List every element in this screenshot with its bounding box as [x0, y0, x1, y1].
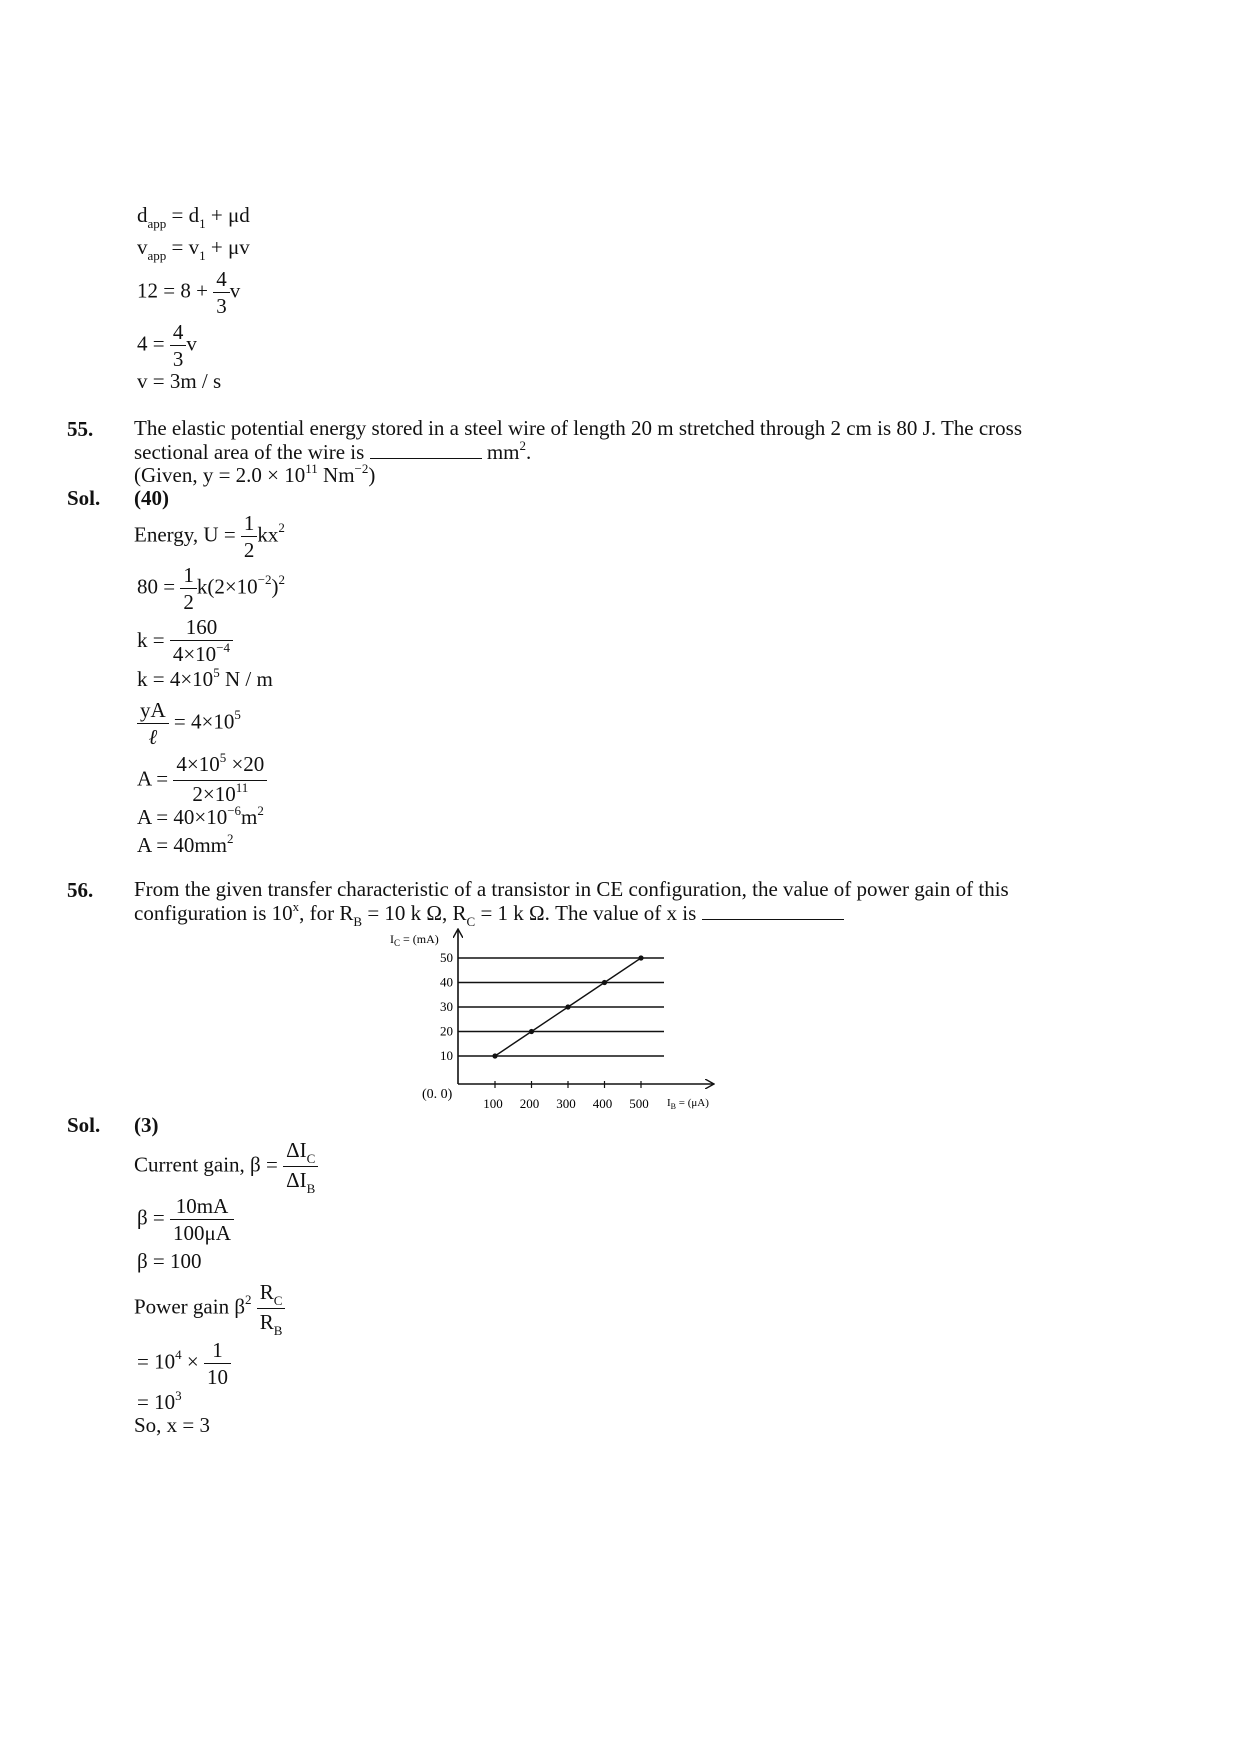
equation-d-app: $d_{app} = d_1 + \mu d$	[137, 203, 250, 231]
equation-4: 4 = $\frac{4}{3}$ v	[137, 320, 197, 371]
x-tick-label: 100	[483, 1096, 503, 1111]
answer-55: (40)	[134, 486, 169, 510]
data-point	[602, 980, 607, 985]
equation-energy: Energy, U = $\frac{1}{2}$ $kx^2$	[134, 511, 285, 562]
equation-80: 80 = $\frac{1}{2}$ $k(2\times 10^{-2})^2$	[137, 563, 286, 614]
x-axis-label: $I_B = (\mu A)$	[667, 1097, 709, 1111]
solution-label-56: Sol.	[67, 1113, 101, 1137]
equation-a-fraction: A = $\frac{4\times 10^5 \times 20}{2\times 10^{11}}$	[137, 751, 267, 810]
data-point	[565, 1004, 570, 1009]
y-tick-label: 20	[440, 1023, 453, 1039]
x-tick-label: 200	[519, 1096, 540, 1111]
equation-12: 12 = 8 + $\frac{4}{3}$ v	[137, 267, 241, 318]
equation-k-fraction: k = $\frac{160}{4\times 10^{-4}}$	[137, 614, 233, 670]
equation-k-value: $k = 4\times 10^5$ N / m	[137, 665, 273, 691]
solution-label-55: Sol.	[67, 486, 101, 510]
equation-current-gain: Current gain, β = $\frac{\Delta I_C}{\Delta I_B}$	[134, 1137, 318, 1196]
equation-beta-fraction: β = $\frac{10mA}{100\mu A}$	[137, 1193, 234, 1246]
equation-a-m2: $A = 40\times 10^{-6}m^2$	[137, 803, 264, 829]
transfer-characteristic-chart	[380, 920, 740, 1120]
answer-blank	[702, 901, 844, 920]
y-axis-label: $I_C = (mA)$	[390, 932, 439, 948]
question-55-line2: sectional area of the wire is $mm^2$.	[134, 438, 532, 464]
y-tick-label: 40	[440, 974, 453, 990]
equation-a-mm2: $A = 40mm^2$	[137, 831, 234, 857]
question-56-line1: From the given transfer characteristic of a transistor in CE configuration, the value of power gain of this	[134, 877, 1009, 901]
x-tick-label: 300	[556, 1096, 576, 1111]
origin-label: (0. 0)	[422, 1087, 453, 1102]
data-point	[529, 1029, 534, 1034]
data-point	[638, 955, 643, 960]
equation-10-power-3: = $10^3$	[137, 1388, 182, 1414]
answer-blank	[370, 440, 482, 459]
equation-beta-value: β = 100	[137, 1249, 202, 1273]
y-tick-label: 10	[440, 1048, 453, 1063]
question-55-given: (Given, $y = 2.0 \times 10^{11}$ $Nm^{-2}$)	[134, 461, 376, 487]
y-tick-label: 30	[440, 999, 453, 1014]
x-tick-label: 500	[629, 1096, 649, 1111]
answer-56: (3)	[134, 1113, 159, 1137]
x-tick-label: 400	[592, 1096, 613, 1111]
y-tick-label: 50	[440, 950, 453, 965]
equation-power-gain: Power gain $\beta^2$ $\frac{R_C}{R_B}$	[134, 1279, 285, 1338]
equation-ya-over-l: $\frac{yA}{\text{ℓ}}$ = $4\times 10^5$	[137, 697, 241, 750]
question-55-line1: The elastic potential energy stored in a steel wire of length 20 m stretched through 2 cm is 80 J. The cross	[134, 416, 1022, 440]
equation-10-power-4: = $10^4$ × $\frac{1}{10}$	[137, 1337, 231, 1390]
equation-v-result: v = 3m / s	[137, 369, 222, 393]
question-56-line2: configuration is 10$^x$, for $R_B = 10$ k Ω, $R_C = 1$ k Ω. The value of x is	[134, 901, 844, 928]
equation-x-result: So, x = 3	[134, 1413, 211, 1437]
equation-v-app: $v_{app} = v_1 + \mu v$	[137, 235, 250, 263]
data-point	[492, 1053, 497, 1058]
question-number-55: 55.	[67, 417, 94, 441]
question-number-56: 56.	[67, 878, 94, 902]
